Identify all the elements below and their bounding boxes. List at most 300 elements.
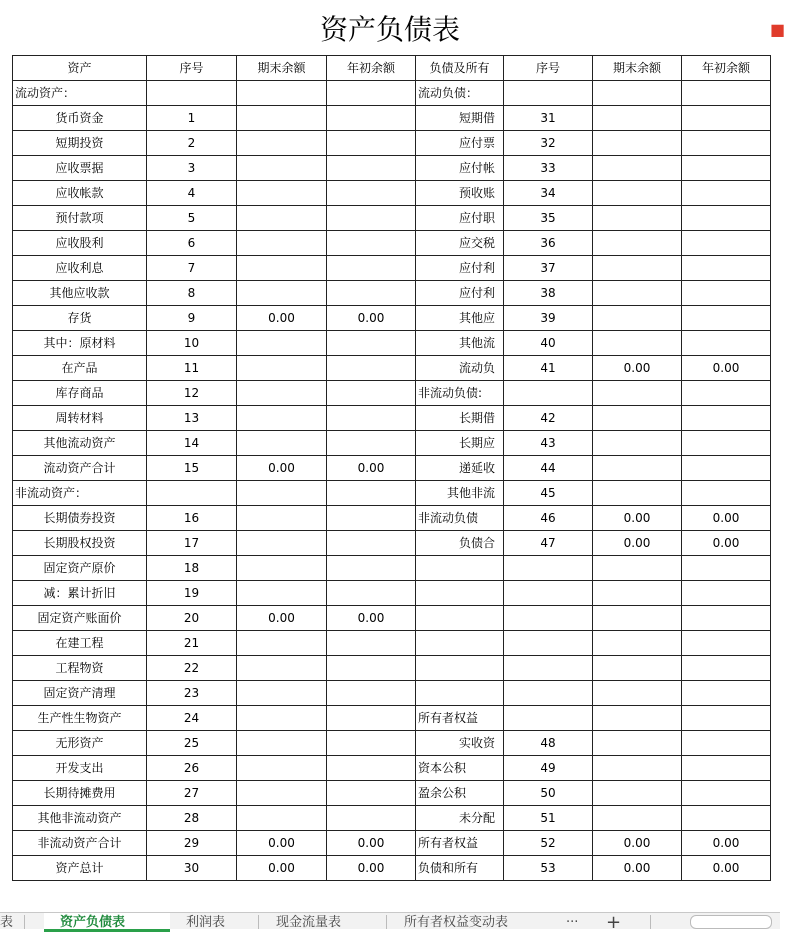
table-cell[interactable]: [327, 681, 416, 706]
table-cell[interactable]: [593, 181, 682, 206]
table-cell[interactable]: [593, 781, 682, 806]
tab-income-statement[interactable]: 利润表: [186, 915, 226, 930]
table-cell[interactable]: 非流动资产：: [13, 481, 147, 506]
table-cell[interactable]: [504, 606, 593, 631]
tab-equity-changes[interactable]: 所有者权益变动表: [404, 915, 509, 930]
column-header[interactable]: 序号: [147, 56, 237, 81]
table-cell[interactable]: 12: [147, 381, 237, 406]
table-cell[interactable]: [682, 656, 771, 681]
table-row: [13, 706, 771, 731]
table-cell[interactable]: [327, 231, 416, 256]
table-row: [13, 306, 771, 331]
table-cell[interactable]: [327, 81, 416, 106]
table-cell[interactable]: [682, 806, 771, 831]
table-cell[interactable]: [237, 406, 327, 431]
table-cell[interactable]: 0.00: [682, 831, 771, 856]
table-cell[interactable]: 无形资产: [13, 731, 147, 756]
table-cell[interactable]: 长期待摊费用: [13, 781, 147, 806]
table-cell[interactable]: 应收票据: [13, 156, 147, 181]
table-cell[interactable]: 30: [147, 856, 237, 881]
table-cell[interactable]: 14: [147, 431, 237, 456]
table-cell[interactable]: [593, 806, 682, 831]
table-cell[interactable]: [682, 306, 771, 331]
table-cell[interactable]: 4: [147, 181, 237, 206]
table-cell[interactable]: [416, 631, 504, 656]
table-cell[interactable]: [504, 381, 593, 406]
table-row: [13, 231, 771, 256]
table-cell[interactable]: 非流动资产合计: [13, 831, 147, 856]
table-cell[interactable]: [504, 631, 593, 656]
table-cell[interactable]: [504, 81, 593, 106]
table-cell[interactable]: [682, 256, 771, 281]
table-cell[interactable]: [682, 706, 771, 731]
table-cell[interactable]: 26: [147, 756, 237, 781]
table-cell[interactable]: [327, 431, 416, 456]
table-cell[interactable]: 46: [504, 506, 593, 531]
column-header[interactable]: 负债及所有: [416, 56, 504, 81]
table-cell[interactable]: 43: [504, 431, 593, 456]
tab-balance-sheet[interactable]: 资产负债表: [44, 913, 170, 932]
table-cell[interactable]: [593, 756, 682, 781]
table-cell[interactable]: [237, 181, 327, 206]
table-cell[interactable]: 47: [504, 531, 593, 556]
table-cell[interactable]: 固定资产清理: [13, 681, 147, 706]
table-row: [13, 556, 771, 581]
table-cell[interactable]: [593, 431, 682, 456]
table-cell[interactable]: 25: [147, 731, 237, 756]
table-cell[interactable]: 存货: [13, 306, 147, 331]
table-cell[interactable]: 0.00: [237, 856, 327, 881]
table-cell[interactable]: 51: [504, 806, 593, 831]
table-cell[interactable]: 11: [147, 356, 237, 381]
edge-mark: ■: [770, 20, 785, 39]
table-cell[interactable]: [593, 206, 682, 231]
table-cell[interactable]: 0.00: [327, 306, 416, 331]
table-cell[interactable]: [327, 381, 416, 406]
table-cell[interactable]: [327, 731, 416, 756]
table-cell[interactable]: [504, 656, 593, 681]
table-cell[interactable]: 0.00: [682, 856, 771, 881]
table-cell[interactable]: 实收资: [416, 731, 504, 756]
table-cell[interactable]: 0.00: [237, 306, 327, 331]
table-cell[interactable]: 应收股利: [13, 231, 147, 256]
table-cell[interactable]: [593, 281, 682, 306]
table-cell[interactable]: 9: [147, 306, 237, 331]
table-cell[interactable]: 在建工程: [13, 631, 147, 656]
table-cell[interactable]: [237, 631, 327, 656]
table-cell[interactable]: 非流动负债: [416, 506, 504, 531]
table-cell[interactable]: 流动资产合计: [13, 456, 147, 481]
table-cell[interactable]: 减：累计折旧: [13, 581, 147, 606]
table-cell[interactable]: 负债合: [416, 531, 504, 556]
horizontal-scrollbar[interactable]: [690, 915, 772, 929]
table-cell[interactable]: 49: [504, 756, 593, 781]
table-row: [13, 356, 771, 381]
table-cell[interactable]: [416, 606, 504, 631]
table-row: [13, 456, 771, 481]
table-cell[interactable]: 41: [504, 356, 593, 381]
column-header[interactable]: 年初余额: [327, 56, 416, 81]
table-cell[interactable]: 应付利: [416, 256, 504, 281]
table-cell[interactable]: [593, 331, 682, 356]
table-cell[interactable]: [327, 531, 416, 556]
column-header[interactable]: 期末余额: [593, 56, 682, 81]
table-cell[interactable]: 42: [504, 406, 593, 431]
table-cell[interactable]: 0.00: [682, 356, 771, 381]
table-cell[interactable]: [237, 256, 327, 281]
table-cell[interactable]: 33: [504, 156, 593, 181]
table-cell[interactable]: 短期投资: [13, 131, 147, 156]
table-cell[interactable]: 固定资产原价: [13, 556, 147, 581]
table-cell[interactable]: 其他流动资产: [13, 431, 147, 456]
table-cell[interactable]: 0.00: [327, 856, 416, 881]
table-cell[interactable]: 38: [504, 281, 593, 306]
table-cell[interactable]: [327, 131, 416, 156]
table-cell[interactable]: [682, 731, 771, 756]
table-cell[interactable]: [237, 331, 327, 356]
table-row: [13, 131, 771, 156]
table-cell[interactable]: [593, 556, 682, 581]
table-cell[interactable]: [327, 806, 416, 831]
table-cell[interactable]: [327, 506, 416, 531]
table-cell[interactable]: 未分配: [416, 806, 504, 831]
more-tabs-button[interactable]: ···: [566, 915, 579, 930]
table-cell[interactable]: 20: [147, 606, 237, 631]
table-cell[interactable]: 19: [147, 581, 237, 606]
table-cell[interactable]: [237, 156, 327, 181]
table-cell[interactable]: 28: [147, 806, 237, 831]
table-cell[interactable]: 15: [147, 456, 237, 481]
table-cell[interactable]: 44: [504, 456, 593, 481]
table-cell[interactable]: [327, 156, 416, 181]
table-cell[interactable]: 48: [504, 731, 593, 756]
table-cell[interactable]: [327, 656, 416, 681]
table-cell[interactable]: [682, 481, 771, 506]
table-row: [13, 381, 771, 406]
table-cell[interactable]: 34: [504, 181, 593, 206]
table-cell[interactable]: [416, 581, 504, 606]
table-cell[interactable]: 长期应: [416, 431, 504, 456]
table-cell[interactable]: 应付职: [416, 206, 504, 231]
table-cell[interactable]: 27: [147, 781, 237, 806]
table-cell[interactable]: [682, 756, 771, 781]
table-cell[interactable]: [237, 681, 327, 706]
table-cell[interactable]: 7: [147, 256, 237, 281]
table-cell[interactable]: 在产品: [13, 356, 147, 381]
table-cell[interactable]: 6: [147, 231, 237, 256]
table-cell[interactable]: 非流动负债:: [416, 381, 504, 406]
table-cell[interactable]: 53: [504, 856, 593, 881]
table-cell[interactable]: [327, 206, 416, 231]
table-cell[interactable]: 流动负债：: [416, 81, 504, 106]
column-header[interactable]: 序号: [504, 56, 593, 81]
table-cell[interactable]: [327, 581, 416, 606]
table-cell[interactable]: [237, 106, 327, 131]
table-cell[interactable]: 2: [147, 131, 237, 156]
table-row: [13, 806, 771, 831]
table-cell[interactable]: [327, 356, 416, 381]
table-cell[interactable]: 21: [147, 631, 237, 656]
table-cell[interactable]: [327, 281, 416, 306]
sheet-tab-bar: [0, 912, 780, 933]
table-cell[interactable]: [682, 606, 771, 631]
table-cell[interactable]: 24: [147, 706, 237, 731]
table-cell[interactable]: [682, 431, 771, 456]
table-cell[interactable]: 13: [147, 406, 237, 431]
table-cell[interactable]: [682, 81, 771, 106]
table-cell[interactable]: 其他流: [416, 331, 504, 356]
table-cell[interactable]: [504, 706, 593, 731]
column-header[interactable]: 年初余额: [682, 56, 771, 81]
table-cell[interactable]: [593, 456, 682, 481]
table-cell[interactable]: [593, 406, 682, 431]
table-cell[interactable]: 递延收: [416, 456, 504, 481]
table-cell[interactable]: 0.00: [237, 831, 327, 856]
table-cell[interactable]: 所有者权益: [416, 706, 504, 731]
table-row: [13, 631, 771, 656]
table-cell[interactable]: 盈余公积: [416, 781, 504, 806]
column-header[interactable]: 期末余额: [237, 56, 327, 81]
table-row: [13, 81, 771, 106]
table-cell[interactable]: 0.00: [682, 531, 771, 556]
table-cell[interactable]: [504, 556, 593, 581]
table-cell[interactable]: [237, 506, 327, 531]
table-cell[interactable]: [682, 281, 771, 306]
table-cell[interactable]: 8: [147, 281, 237, 306]
table-cell[interactable]: 0.00: [682, 506, 771, 531]
table-cell[interactable]: 0.00: [327, 831, 416, 856]
table-row: [13, 106, 771, 131]
table-cell[interactable]: 资本公积: [416, 756, 504, 781]
table-cell[interactable]: 应收利息: [13, 256, 147, 281]
table-cell[interactable]: 其他非流: [416, 481, 504, 506]
table-cell[interactable]: [327, 256, 416, 281]
table-cell[interactable]: 16: [147, 506, 237, 531]
table-cell[interactable]: 0.00: [327, 456, 416, 481]
table-cell[interactable]: [237, 381, 327, 406]
table-cell[interactable]: [682, 231, 771, 256]
table-cell[interactable]: [237, 356, 327, 381]
table-cell[interactable]: [682, 556, 771, 581]
table-cell[interactable]: 库存商品: [13, 381, 147, 406]
table-cell[interactable]: 资产总计: [13, 856, 147, 881]
table-cell[interactable]: 工程物资: [13, 656, 147, 681]
table-cell[interactable]: [593, 606, 682, 631]
table-cell[interactable]: 39: [504, 306, 593, 331]
table-cell[interactable]: 预收账: [416, 181, 504, 206]
table-cell[interactable]: [682, 631, 771, 656]
table-cell[interactable]: [416, 681, 504, 706]
table-cell[interactable]: [593, 656, 682, 681]
tab-cash-flow[interactable]: 现金流量表: [276, 915, 342, 930]
table-cell[interactable]: 32: [504, 131, 593, 156]
table-cell[interactable]: [416, 656, 504, 681]
column-header[interactable]: 资产: [13, 56, 147, 81]
table-cell[interactable]: [682, 156, 771, 181]
table-row: [13, 756, 771, 781]
table-cell[interactable]: 36: [504, 231, 593, 256]
table-cell[interactable]: 0.00: [327, 606, 416, 631]
table-row: [13, 206, 771, 231]
table-cell[interactable]: 其他应收款: [13, 281, 147, 306]
table-cell[interactable]: [327, 181, 416, 206]
tab-prev-sheet[interactable]: 表: [0, 915, 14, 930]
add-sheet-button[interactable]: +: [606, 912, 622, 933]
table-cell[interactable]: 37: [504, 256, 593, 281]
table-cell[interactable]: [237, 756, 327, 781]
table-cell[interactable]: [682, 181, 771, 206]
table-cell[interactable]: [504, 581, 593, 606]
table-cell[interactable]: 45: [504, 481, 593, 506]
table-cell[interactable]: [593, 481, 682, 506]
table-cell[interactable]: 所有者权益: [416, 831, 504, 856]
table-cell[interactable]: [682, 206, 771, 231]
table-cell[interactable]: [327, 106, 416, 131]
table-cell[interactable]: [327, 331, 416, 356]
table-cell[interactable]: 1: [147, 106, 237, 131]
table-cell[interactable]: [593, 706, 682, 731]
table-cell[interactable]: 长期股权投资: [13, 531, 147, 556]
table-cell[interactable]: 22: [147, 656, 237, 681]
table-cell[interactable]: [327, 756, 416, 781]
table-cell[interactable]: 应付票: [416, 131, 504, 156]
table-cell[interactable]: [237, 481, 327, 506]
table-cell[interactable]: 3: [147, 156, 237, 181]
table-cell[interactable]: [593, 581, 682, 606]
table-cell[interactable]: [593, 631, 682, 656]
table-row: [13, 431, 771, 456]
table-cell[interactable]: [147, 481, 237, 506]
table-cell[interactable]: [327, 556, 416, 581]
table-cell[interactable]: [682, 456, 771, 481]
table-cell[interactable]: [327, 706, 416, 731]
table-cell[interactable]: [237, 206, 327, 231]
sheet-title: 资产负债表: [319, 13, 460, 46]
table-cell[interactable]: [327, 481, 416, 506]
table-cell[interactable]: [416, 556, 504, 581]
table-cell[interactable]: 0.00: [593, 356, 682, 381]
table-cell[interactable]: 31: [504, 106, 593, 131]
table-cell[interactable]: [237, 281, 327, 306]
table-cell[interactable]: [593, 156, 682, 181]
table-row: [13, 331, 771, 356]
table-cell[interactable]: [237, 731, 327, 756]
table-cell[interactable]: [237, 531, 327, 556]
table-cell[interactable]: [682, 406, 771, 431]
table-cell[interactable]: 开发支出: [13, 756, 147, 781]
table-cell[interactable]: [593, 231, 682, 256]
table-cell[interactable]: 应付帐: [416, 156, 504, 181]
table-cell[interactable]: [237, 656, 327, 681]
table-row: [13, 256, 771, 281]
table-cell[interactable]: [593, 106, 682, 131]
table-cell[interactable]: [237, 131, 327, 156]
table-cell[interactable]: [682, 781, 771, 806]
table-cell[interactable]: 40: [504, 331, 593, 356]
table-row: [13, 731, 771, 756]
table-cell[interactable]: [593, 306, 682, 331]
table-cell[interactable]: 生产性生物资产: [13, 706, 147, 731]
table-cell[interactable]: 周转材料: [13, 406, 147, 431]
table-cell[interactable]: [504, 681, 593, 706]
table-row: [13, 681, 771, 706]
table-cell[interactable]: 0.00: [593, 856, 682, 881]
table-cell[interactable]: 5: [147, 206, 237, 231]
table-cell[interactable]: 货币资金: [13, 106, 147, 131]
table-cell[interactable]: 0.00: [593, 831, 682, 856]
table-cell[interactable]: [593, 381, 682, 406]
table-cell[interactable]: 应交税: [416, 231, 504, 256]
table-row: [13, 406, 771, 431]
table-cell[interactable]: [327, 406, 416, 431]
table-cell[interactable]: [682, 681, 771, 706]
table-cell[interactable]: 0.00: [237, 456, 327, 481]
table-cell[interactable]: 23: [147, 681, 237, 706]
table-cell[interactable]: [682, 381, 771, 406]
table-cell[interactable]: [237, 706, 327, 731]
table-cell[interactable]: 29: [147, 831, 237, 856]
table-cell[interactable]: 18: [147, 556, 237, 581]
table-cell[interactable]: [593, 256, 682, 281]
table-cell[interactable]: [682, 331, 771, 356]
table-cell[interactable]: 0.00: [237, 606, 327, 631]
table-cell[interactable]: 其他非流动资产: [13, 806, 147, 831]
table-cell[interactable]: 50: [504, 781, 593, 806]
table-cell[interactable]: 长期债券投资: [13, 506, 147, 531]
table-cell[interactable]: [147, 81, 237, 106]
table-cell[interactable]: 预付款项: [13, 206, 147, 231]
table-cell[interactable]: [682, 581, 771, 606]
table-cell[interactable]: [237, 431, 327, 456]
table-cell[interactable]: 其中：原材料: [13, 331, 147, 356]
table-cell[interactable]: 流动负: [416, 356, 504, 381]
table-cell[interactable]: 10: [147, 331, 237, 356]
table-cell[interactable]: [327, 631, 416, 656]
table-cell[interactable]: [237, 231, 327, 256]
table-cell[interactable]: 其他应: [416, 306, 504, 331]
table-cell[interactable]: 流动资产：: [13, 81, 147, 106]
table-row: [13, 281, 771, 306]
table-cell[interactable]: 长期借: [416, 406, 504, 431]
table-cell[interactable]: 0.00: [593, 531, 682, 556]
table-cell[interactable]: 35: [504, 206, 593, 231]
table-row: [13, 156, 771, 181]
table-cell[interactable]: 0.00: [593, 506, 682, 531]
table-cell[interactable]: 固定资产账面价: [13, 606, 147, 631]
table-cell[interactable]: [593, 681, 682, 706]
table-cell[interactable]: [327, 781, 416, 806]
table-row: [13, 481, 771, 506]
table-cell[interactable]: [237, 81, 327, 106]
table-cell[interactable]: [682, 131, 771, 156]
table-cell[interactable]: 负债和所有: [416, 856, 504, 881]
table-cell[interactable]: [593, 81, 682, 106]
table-cell[interactable]: [237, 581, 327, 606]
table-cell[interactable]: [593, 731, 682, 756]
table-cell[interactable]: 17: [147, 531, 237, 556]
table-cell[interactable]: [237, 806, 327, 831]
table-cell[interactable]: 短期借: [416, 106, 504, 131]
table-cell[interactable]: 应付利: [416, 281, 504, 306]
table-cell[interactable]: [237, 781, 327, 806]
table-cell[interactable]: [237, 556, 327, 581]
table-cell[interactable]: 52: [504, 831, 593, 856]
table-cell[interactable]: [593, 131, 682, 156]
table-cell[interactable]: [682, 106, 771, 131]
table-row: [13, 531, 771, 556]
table-cell[interactable]: 应收帐款: [13, 181, 147, 206]
balance-sheet-table: [12, 55, 771, 881]
